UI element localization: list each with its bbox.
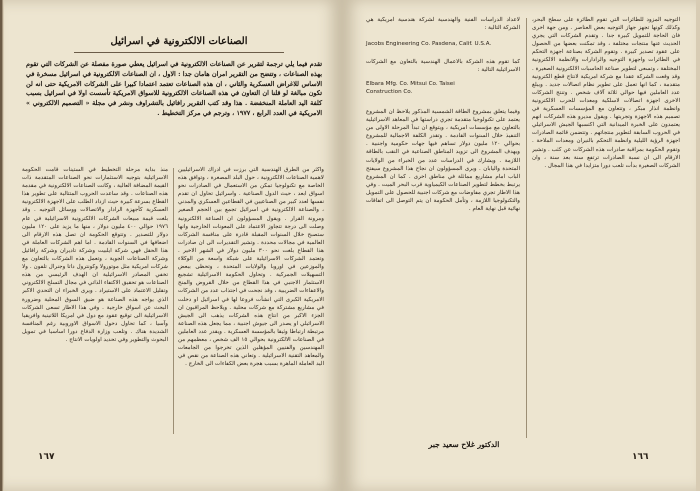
- left-page-right-column: [178, 166, 324, 436]
- body-text: وفيما يتعلق بمشروع الطاقة الشمسية المذكور يلاحظ ان المشروع يعتمد على تكنولوجيا متقدمة تجري دراستها في المعاهد الاسرائيلية بالتعاون مع مؤسسات امريكية ، ويتوقع ان تبدأ المرحلة الاولى من التنفيذ خلال السنوات القادمة . وتقدر الكلفة الاجمالية للمشروع بحوالي ١٢٠ مليون دولار تساهم فيها جهات حكومية واجنبية . ويهدف المشروع الى تزويد المناطق الصناعية في النقب بالطاقة اللازمة . ويشارك في الدراسات عدد من الخبراء من الولايات المتحدة واليابان . ويرى المسؤولون ان نجاح هذا المشروع سيفتح الباب امام مشاريع مماثلة في مناطق اخرى . كما ان المشروع يرتبط بخطط لتطوير الصناعات الكيمياوية قرب البحر الميت . وفي هذا الاطار تجري مفاوضات مع شركات اجنبية للحصول على التمويل والتكنولوجيا اللازمة ، وتأمل الحكومة ان يتم التوصل الى اتفاقات نهائية قبل نهاية العام .: [366, 109, 520, 213]
- intro-text: لاعداد الدراسات الفنية والهندسية لشركة هندسية امريكية هي الشركة التالية :: [366, 17, 520, 32]
- page-number-left: ١٦٧: [38, 452, 55, 462]
- right-page-right-column-text: التوجيه المزود للطائرات التي تقوم الطائرة على سطح البحر، وكذلك كونها تجهز جهاز التوجيه بعض العناصر . ومن جهة اخرى فان الحاجة للتمويل كبيرة جدا . وتقدم الشركات التي يجري الحديث عنها منتجات مختلفة ، وقد تمكنت بعضها من الحصول على عقود تصدير كبيرة . وتقوم الشركة بصناعة اجهزة التحكم في الطائرات واجهزة التوجيه والرادارات والانظمة الالكترونية المختلفة ، وتسعى لتطوير صناعة الحاسبات الالكترونية الصغيرة . وقد وقعت الشركة عقدا مع شركة امريكية لانتاج قطع الكترونية متقدمة ، كما انها تعمل على تطوير نظام اتصالات جديد . ويبلغ عدد العاملين فيها حوالي ثلاثة آلاف شخص . وتنتج الشركات الاخرى اجهزة اتصالات لاسلكية ومعدات للحرب الالكترونية وانظمة انذار مبكر ، وتتعاون مع المؤسسات العسكرية في تصميم هذه الاجهزة وتجربتها . ويقول مديرو هذه الشركات انهم يعتمدون على الخبرة الميدانية التي اكتسبها الجيش الاسرائيلي في الحروب السابقة لتطوير منتجاتهم . وتتضمن قائمة الصادرات اجهزة الرؤية الليلية وانظمة التحكم بالنيران ومعدات الملاحة . وتقوم الحكومة بمراقبة صادرات هذه الشركات عن كثب . وتشير الارقام الى ان نسبة الصادرات ترتفع سنة بعد سنة ، وان الشركات الصغيرة بدأت تلعب دورا متزايدا في هذا المجال .: [532, 17, 680, 169]
- left-page-right-column-text: واكثر من الطرق الهندسية التي برزت في ادراك الاسرائيليين لاهمية الصناعات الالكترونية ، حول البلد المصغرة ، وتوافق هذه الخاصة مع تكنولوجيا تمكن من الاستعمال في الصادرات نحو اسواق ابعد ، حيث الدول الصناعية . واسرائيل تحاول ان تقدم نفسها لعدد كبير من الصناعيين في القطاعين العسكري والمدني ، والصناعة الالكترونية في اسرائيل تجمع بين الحجم الصغير ومرونة القرار . ويقول المسؤولون ان الصناعة الالكترونية وصلت الى درجة تتجاوز الاعتماد على المعونات الخارجية وانها ستصبح خلال السنوات المقبلة قادرة على منافسة الشركات العالمية في مجالات محددة . وتشير التقديرات الى ان صادرات هذا القطاع بلغت نحو ٣٠٠ مليون دولار في الشهر الاخير . وتعتمد الشركات الاسرائيلية على شبكة واسعة من الوكلاء والموزعين في اوروبا والولايات المتحدة ، وتحظى ببعض التسهيلات الجمركية . وتحاول الحكومة الاسرائيلية تشجيع الاستثمار الاجنبي في هذا القطاع من خلال القروض والمنح والاعفاءات الضريبية ، وقد نجحت في اجتذاب عدد من الشركات الامريكية الكبرى التي انشأت فروعا لها في اسرائيل او دخلت في مشاريع مشتركة مع شركات محلية . ويلاحظ المراقبون ان الجزء الاكبر من انتاج هذه الشركات يذهب الى الجيش الاسرائيلي او يصدر الى جيوش اجنبية ، مما يجعل هذه الصناعة مرتبطة ارتباطا وثيقا بالمؤسسة العسكرية . ويقدر عدد العاملين في الصناعات الالكترونية بحوالي ١٥ الف شخص ، معظمهم من المهندسين والفنيين المؤهلين الذين تخرجوا من الجامعات والمعاهد التقنية الاسرائيلية . وتعاني هذه الصناعة من نقص في اليد العاملة الماهرة بسبب هجرة بعض الكفاءات الى الخارج .: [178, 167, 324, 368]
- company-name-2: Elbara Mfg. Co. Mitsui Co. Taisei Construction Co.: [366, 81, 455, 95]
- article-abstract: تقدم فيما يلي ترجمة لتقرير عن الصناعات الالكترونية في اسرائيل يعطي صورة مفصلة عن الشركات التي تقوم بهذه الصناعات ، وتتضح من التقرير امران هامان جدا : الاول ، ان الصناعات الالكترونية في اسرائيل مسخرة في الاساس للاغراض العسكرية والثاني ، ان هذه الصناعات تعتمد اعتمادا كبيرا على الشركات الامريكية حتى انه لن تكون مبالغة لو قلنا ان التعاون في هذه الصناعات الالكترونية للاسواق الامريكية تأسست اولا في اسرائيل بسبب كلفة اليد العاملة المنخفضة . هذا وقد كتب التقرير رافائيل بالتشراوف ونشر في مجلة « التصميم الالكتروني » الامريكية في العدد الرابع ، ١٩٧٧ ، وترجم في مركز التخطيط .: [26, 60, 322, 117]
- author-name: الدكتور غلاح سعيد جبر: [428, 440, 500, 449]
- mid-text-1: كما تقوم هذه الشركة بالاعمال الهندسية بالتعاون مع الشركات الاسرائيلية التالية :: [366, 59, 520, 74]
- right-page-right-column: [532, 16, 680, 440]
- company-name-1: Jacobs Engineering Co. Pasdena, Calif. U.S.A.: [366, 41, 492, 47]
- right-page-left-column-body: [366, 108, 520, 434]
- left-page: [4, 0, 343, 491]
- right-page-left-column-mid1: [366, 58, 520, 82]
- column-divider: [173, 168, 174, 434]
- right-page-left-column-intro: [366, 16, 520, 40]
- page-number-right: ١٦٦: [632, 452, 649, 462]
- right-page: [342, 0, 696, 491]
- left-page-left-column-text: منذ بداية مرحلة التخطيط في الستينات قامت الحكومة الاسرائيلية بتوجيه الاستثمارات نحو الصناعات المتقدمة ذات القيمة المضافة العالية ، وكانت الصناعات الالكترونية في مقدمة هذه الصناعات . وقد ساعدت الحروب المتتالية على تطوير هذا القطاع بسرعة كبيرة حيث ازداد الطلب على الاجهزة الالكترونية العسكرية كأجهزة الرادار والاتصالات ووسائل التوجيه . وقد بلغت قيمة مبيعات الشركات الالكترونية الاسرائيلية في عام ١٩٧٦ حوالي ٤٠٠ مليون دولار ، منها ما يزيد على ١٢٠ مليون دولار للتصدير . وتتوقع الحكومة ان تصل هذه الارقام الى اضعافها في السنوات القادمة . اما اهم الشركات العاملة في هذا الحقل فهي شركة ايلبيت وشركة تاديران وشركة رافائيل وشركة الصناعات الجوية ، وتعمل هذه الشركات بالتعاون مع شركات امريكية مثل موتورولا وكونترول داتا وجنرال تلفون . ولا تخفي المصادر الاسرائيلية ان الهدف الرئيسي من هذه الصناعات هو تحقيق الاكتفاء الذاتي في مجال التسلح الالكتروني وتقليل الاعتماد على الاستيراد . ويرى الخبراء ان التحدي الاكبر الذي يواجه هذه الصناعة هو ضيق السوق المحلية وضرورة البحث عن اسواق خارجية . وفي هذا الاطار تسعى الشركات الاسرائيلية الى توقيع عقود مع دول في امريكا اللاتينية وافريقيا وآسيا ، كما تحاول دخول الاسواق الاوروبية رغم المنافسة الشديدة هناك . وتلعب وزارة الدفاع دورا اساسيا في تمويل البحوث والتطوير وفي تحديد اولويات الانتاج .: [22, 167, 168, 343]
- title-rule: [74, 52, 284, 53]
- article-title: الصناعات الالكترونية في اسرائيل: [110, 36, 248, 47]
- left-page-left-column: [22, 166, 168, 436]
- column-divider: [526, 18, 527, 438]
